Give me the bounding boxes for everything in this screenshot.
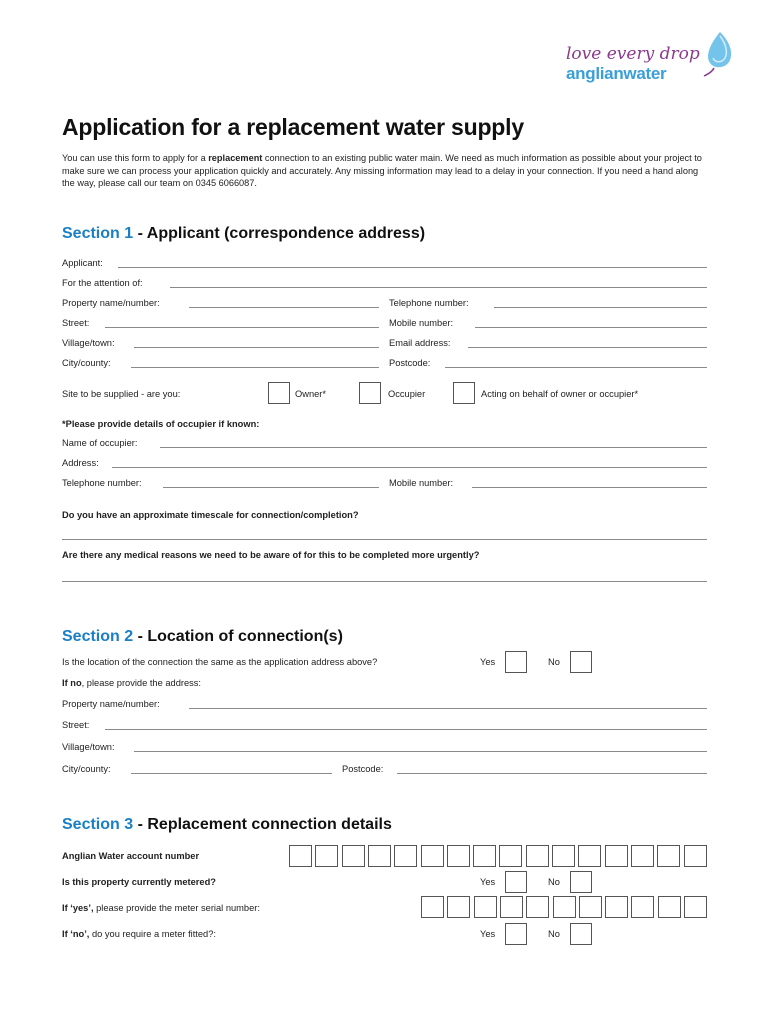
- same-location-no-label: No: [548, 657, 560, 667]
- account-number-cell[interactable]: [421, 845, 444, 867]
- attention-field[interactable]: [170, 287, 707, 288]
- occupier-telephone-label: Telephone number:: [62, 478, 142, 488]
- postcode-label: Postcode:: [389, 358, 431, 368]
- timescale-field[interactable]: [62, 539, 707, 540]
- connection-property-field[interactable]: [189, 708, 707, 709]
- owner-checkbox[interactable]: [268, 382, 290, 404]
- account-number-cell[interactable]: [526, 845, 549, 867]
- metered-yes-checkbox[interactable]: [505, 871, 527, 893]
- if-no-meter-question: If ‘no’, do you require a meter fitted?:: [62, 929, 216, 939]
- account-number-cell[interactable]: [473, 845, 496, 867]
- section-3-heading: Section 3 - Replacement connection details: [62, 816, 392, 833]
- owner-label: Owner*: [295, 389, 327, 399]
- occupier-name-field[interactable]: [160, 447, 707, 448]
- occupier-telephone-field[interactable]: [163, 487, 379, 488]
- mobile-label: Mobile number:: [389, 318, 454, 328]
- water-drop-logo-icon: [700, 30, 734, 80]
- account-number-cell[interactable]: [605, 845, 628, 867]
- metered-no-label: No: [548, 877, 560, 887]
- occupier-mobile-field[interactable]: [472, 487, 707, 488]
- village-field[interactable]: [134, 347, 379, 348]
- if-no-instruction: If no, please provide the address:: [62, 678, 202, 688]
- account-number-cell[interactable]: [447, 845, 470, 867]
- logo-tagline: love every drop: [566, 44, 700, 64]
- property-field[interactable]: [189, 307, 379, 308]
- timescale-question: Do you have an approximate timescale for connection/completion?: [62, 510, 359, 520]
- account-number-cell[interactable]: [289, 845, 312, 867]
- meter-serial-cell[interactable]: [658, 896, 681, 918]
- site-question: Site to be supplied - are you:: [62, 389, 181, 399]
- account-number-cell[interactable]: [342, 845, 365, 867]
- account-number-cell[interactable]: [657, 845, 680, 867]
- connection-village-field[interactable]: [134, 751, 707, 752]
- account-number-cell[interactable]: [578, 845, 601, 867]
- account-number-cell[interactable]: [315, 845, 338, 867]
- meter-serial-cell[interactable]: [553, 896, 576, 918]
- street-field[interactable]: [105, 327, 379, 328]
- metered-yes-label: Yes: [480, 877, 496, 887]
- occupier-checkbox[interactable]: [359, 382, 381, 404]
- city-field[interactable]: [131, 367, 379, 368]
- section-1-heading: Section 1 - Applicant (correspondence address): [62, 225, 426, 242]
- connection-postcode-field[interactable]: [397, 773, 707, 774]
- applicant-field[interactable]: [118, 267, 707, 268]
- occupier-note: *Please provide details of occupier if known:: [62, 419, 260, 429]
- meter-serial-cell[interactable]: [526, 896, 549, 918]
- applicant-label: Applicant:: [62, 258, 103, 268]
- telephone-label: Telephone number:: [389, 298, 469, 308]
- intro-paragraph: You can use this form to apply for a replacement connection to an existing public water main. We need as much information as possible about your project to make sure we can process your application quickly and accurately. Any missing information may lead to a delay in your connection. If you need a hand along the way, please call our team on 0345 6066087.: [62, 153, 702, 189]
- occupier-mobile-label: Mobile number:: [389, 478, 454, 488]
- meter-serial-cell[interactable]: [447, 896, 470, 918]
- connection-city-label: City/county:: [62, 764, 111, 774]
- page-title: Application for a replacement water supply: [62, 114, 524, 140]
- occupier-address-label: Address:: [62, 458, 99, 468]
- connection-city-field[interactable]: [131, 773, 332, 774]
- occupier-address-field[interactable]: [112, 467, 707, 468]
- if-yes-instruction: If ‘yes’, please provide the meter serial number:: [62, 903, 260, 913]
- acting-label: Acting on behalf of owner or occupier*: [481, 389, 639, 399]
- medical-question: Are there any medical reasons we need to be aware of for this to be completed more urgently?: [62, 550, 480, 560]
- meter-serial-cell[interactable]: [684, 896, 707, 918]
- telephone-field[interactable]: [494, 307, 707, 308]
- email-field[interactable]: [468, 347, 707, 348]
- street-label: Street:: [62, 318, 90, 328]
- village-label: Village/town:: [62, 338, 115, 348]
- acting-checkbox[interactable]: [453, 382, 475, 404]
- meter-serial-cell[interactable]: [421, 896, 444, 918]
- logo-wordmark: anglianwater: [566, 64, 667, 83]
- meter-fitted-yes-label: Yes: [480, 929, 496, 939]
- occupier-label: Occupier: [388, 389, 426, 399]
- meter-fitted-no-label: No: [548, 929, 560, 939]
- meter-serial-cell[interactable]: [631, 896, 654, 918]
- same-location-no-checkbox[interactable]: [570, 651, 592, 673]
- connection-street-label: Street:: [62, 720, 90, 730]
- meter-serial-cell[interactable]: [474, 896, 497, 918]
- metered-question: Is this property currently metered?: [62, 877, 216, 887]
- same-location-yes-label: Yes: [480, 657, 496, 667]
- medical-field[interactable]: [62, 581, 707, 582]
- metered-no-checkbox[interactable]: [570, 871, 592, 893]
- connection-property-label: Property name/number:: [62, 699, 160, 709]
- attention-label: For the attention of:: [62, 278, 143, 288]
- account-number-label: Anglian Water account number: [62, 851, 200, 861]
- account-number-cell[interactable]: [368, 845, 391, 867]
- same-location-question: Is the location of the connection the same as the application address above?: [62, 657, 378, 667]
- account-number-cell[interactable]: [394, 845, 417, 867]
- connection-street-field[interactable]: [105, 729, 707, 730]
- meter-fitted-yes-checkbox[interactable]: [505, 923, 527, 945]
- postcode-field[interactable]: [445, 367, 707, 368]
- same-location-yes-checkbox[interactable]: [505, 651, 527, 673]
- connection-postcode-label: Postcode:: [342, 764, 384, 774]
- meter-serial-cell[interactable]: [500, 896, 523, 918]
- city-label: City/county:: [62, 358, 111, 368]
- email-label: Email address:: [389, 338, 451, 348]
- meter-serial-cell[interactable]: [579, 896, 602, 918]
- account-number-cell[interactable]: [499, 845, 522, 867]
- account-number-cell[interactable]: [631, 845, 654, 867]
- occupier-name-label: Name of occupier:: [62, 438, 138, 448]
- account-number-cell[interactable]: [552, 845, 575, 867]
- mobile-field[interactable]: [475, 327, 707, 328]
- meter-serial-cell[interactable]: [605, 896, 628, 918]
- section-2-heading: Section 2 - Location of connection(s): [62, 628, 343, 645]
- account-number-cell[interactable]: [684, 845, 707, 867]
- property-label: Property name/number:: [62, 298, 160, 308]
- meter-fitted-no-checkbox[interactable]: [570, 923, 592, 945]
- connection-village-label: Village/town:: [62, 742, 115, 752]
